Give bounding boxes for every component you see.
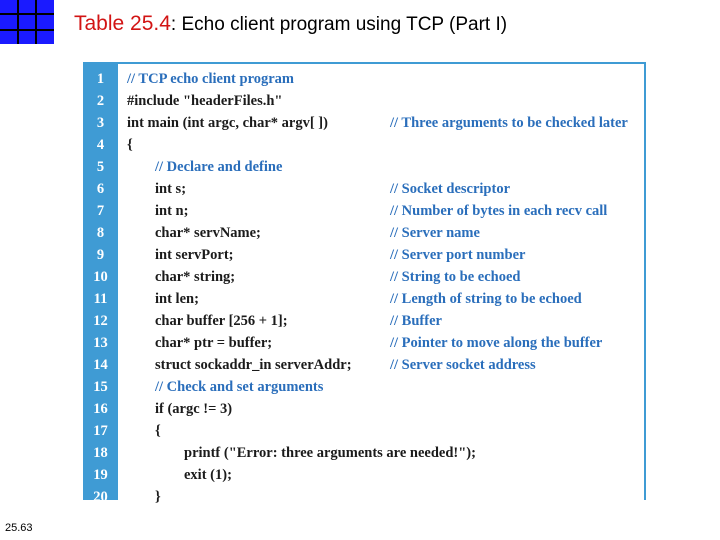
slide-title: [74, 12, 507, 36]
code-text: if (argc != 3): [155, 401, 233, 417]
code-text: char buffer [256 + 1];: [155, 313, 288, 329]
code-comment: // String to be echoed: [390, 269, 521, 285]
code-line: [83, 310, 646, 332]
line-number: 15: [93, 379, 108, 395]
code-line: [83, 112, 646, 134]
code-text: int s;: [155, 181, 187, 197]
code-text: int servPort;: [155, 247, 234, 263]
code-text: {: [127, 137, 133, 153]
code-line: [83, 178, 646, 200]
line-number: 1: [96, 71, 105, 87]
line-number: 10: [93, 269, 108, 285]
table-caption: : Echo client program using TCP (Part I): [170, 14, 508, 35]
line-number: 16: [93, 401, 108, 417]
code-text: int n;: [155, 203, 189, 219]
code-line: [83, 420, 646, 442]
line-number: 13: [93, 335, 108, 351]
line-number: 8: [96, 225, 105, 241]
code-comment: // Server port number: [390, 247, 526, 263]
code-line: [83, 156, 646, 178]
code-text: char* servName;: [155, 225, 261, 241]
code-comment: // Server name: [390, 225, 480, 241]
line-number: 12: [93, 313, 108, 329]
code-text: {: [155, 423, 161, 439]
code-comment: // TCP echo client program: [127, 71, 295, 87]
code-line: [83, 68, 646, 90]
code-line: [83, 442, 646, 464]
code-comment: // Number of bytes in each recv call: [390, 203, 608, 219]
page-number: 25.63: [5, 522, 33, 534]
code-text: int len;: [155, 291, 199, 307]
code-line: [83, 266, 646, 288]
code-line: [83, 244, 646, 266]
line-number: 2: [96, 93, 105, 109]
code-line: [83, 486, 646, 508]
code-comment: // Socket descriptor: [390, 181, 511, 197]
line-number: 17: [93, 423, 108, 439]
code-comment: // Declare and define: [155, 159, 283, 175]
code-text: }: [155, 489, 161, 505]
code-line: [83, 200, 646, 222]
code-comment: // Three arguments to be checked later: [390, 115, 628, 131]
code-line: [83, 398, 646, 420]
code-line: [83, 376, 646, 398]
code-text: #include "headerFiles.h": [127, 93, 283, 109]
line-number: 3: [96, 115, 105, 131]
line-number: 6: [96, 181, 105, 197]
line-number: 9: [96, 247, 105, 263]
line-number: 14: [93, 357, 108, 373]
line-number: 11: [93, 291, 108, 307]
code-line: [83, 288, 646, 310]
code-line: [83, 90, 646, 112]
code-text: int main (int argc, char* argv[ ]): [127, 115, 328, 131]
code-text: exit (1);: [184, 467, 232, 483]
code-comment: // Server socket address: [390, 357, 536, 373]
code-text: char* string;: [155, 269, 236, 285]
code-text: char* ptr = buffer;: [155, 335, 273, 351]
code-line: [83, 222, 646, 244]
code-line: [83, 134, 646, 156]
table-number: Table 25.4: [74, 12, 171, 35]
listing-top-border: [83, 62, 646, 64]
line-number: 4: [96, 137, 105, 153]
code-comment: // Check and set arguments: [155, 379, 324, 395]
code-line: [83, 464, 646, 486]
grid-logo-icon: [0, 0, 54, 44]
code-comment: // Pointer to move along the buffer: [390, 335, 603, 351]
line-number: 7: [96, 203, 105, 219]
code-line: [83, 354, 646, 376]
line-number: 20: [93, 489, 108, 505]
line-number: 5: [96, 159, 105, 175]
code-comment: // Length of string to be echoed: [390, 291, 582, 307]
line-number: 18: [93, 445, 108, 461]
code-comment: // Buffer: [390, 313, 442, 329]
code-text: struct sockaddr_in serverAddr;: [155, 357, 352, 373]
code-listing: [83, 62, 646, 505]
code-line: [83, 332, 646, 354]
code-text: printf ("Error: three arguments are needed!");: [184, 445, 476, 461]
line-number: 19: [93, 467, 108, 483]
